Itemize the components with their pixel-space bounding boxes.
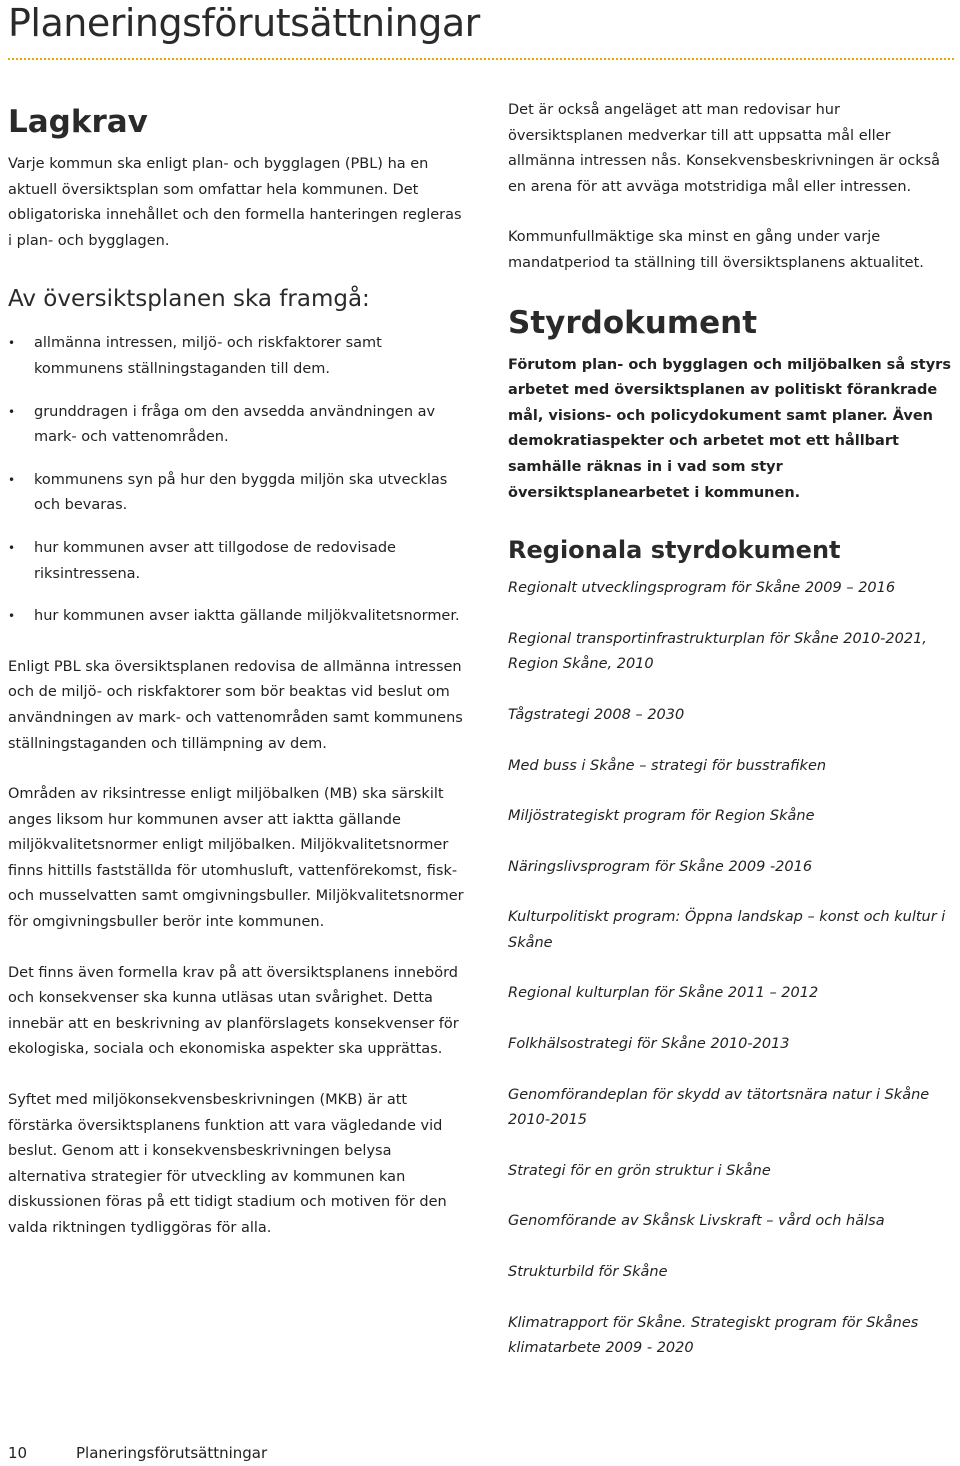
regional-documents-list xyxy=(508,576,954,1362)
list-item: Klimatrapport för Skåne. Strategiskt program för Skånes klimatarbete 2009 - 2020 xyxy=(508,1314,919,1357)
bullet-icon: • xyxy=(8,472,16,487)
bullet-icon: • xyxy=(8,404,16,419)
body-paragraph: Syftet med miljökonsekvensbeskrivningen (MKB) är att förstärka översiktsplanens funktion att vara vägledande vid beslut. Genom att i konsekvensbeskrivningen belysa alternativa strategier för utveckling av kommunen kan diskussionen föras på ett tidigt stadium och motiven för den valda riktningen tydliggöras för alla. xyxy=(8,1092,447,1236)
subheading-framga: Av översiktsplanen ska framgå: xyxy=(8,286,370,313)
title-divider xyxy=(8,58,954,60)
lead-paragraph: Förutom plan- och bygglagen och miljöbalken så styrs arbetet med översiktsplanen av politiskt förankrade mål, visions- och policydokument samt planer. Även demokratiaspekter och arbetet mot ett hållbart samhälle räknas in i vad som styr översiktsplanearbetet i kommunen. xyxy=(508,356,951,501)
section-heading-lagkrav: Lagkrav xyxy=(8,104,148,140)
bullet-icon: • xyxy=(8,540,16,555)
list-item: Regional kulturplan för Skåne 2011 – 2012 xyxy=(508,985,819,1002)
list-item: Regionalt utvecklingsprogram för Skåne 2009 – 2016 xyxy=(508,580,896,597)
list-item: Genomförande av Skånsk Livskraft – vård och hälsa xyxy=(508,1213,885,1230)
list-item: • hur kommunen avser iaktta gällande miljökvalitetsnormer. xyxy=(8,604,470,630)
body-paragraph: Områden av riksintresse enligt miljöbalken (MB) ska särskilt anges liksom hur kommunen avser att iaktta gällande miljökvalitetsnormer enligt miljöbalken. Miljökvalitetsnormer finns hittills fastställda för utomhusluft, vattenförekomst, fisk- och musselvatten samt omgivningsbuller. Miljökvalitetsnormer för omgivningsbuller berör inte kommunen. xyxy=(8,786,464,931)
body-paragraph: Det finns även formella krav på att översiktsplanens innebörd och konsekvenser ska kunna utläsas utan svårighet. Detta innebär att en beskrivning av planförslagets konsekvenser för ekologiska, sociala och ekonomiska aspekter ska upprättas. xyxy=(8,964,459,1058)
left-column xyxy=(8,96,470,1242)
footer-section-title: Planeringsförutsättningar xyxy=(76,1444,268,1462)
list-item: Strukturbild för Skåne xyxy=(508,1264,668,1281)
right-column xyxy=(508,96,954,1362)
intro-paragraph: Varje kommun ska enligt plan- och bygglagen (PBL) ha en aktuell översiktsplan som omfattar hela kommunen. Det obligatoriska innehållet och den formella hanteringen regleras i plan- och bygglagen. xyxy=(8,156,462,249)
requirements-list xyxy=(8,331,470,629)
bullet-icon: • xyxy=(8,336,16,351)
list-item: Näringslivsprogram för Skåne 2009 -2016 xyxy=(508,858,813,875)
body-paragraph: Enligt PBL ska översiktsplanen redovisa de allmänna intressen och de miljö- och riskfaktorer som bör beaktas vid beslut om användningen av mark- och vattenområden samt kommunens ställningstaganden och tillämpning av dem. xyxy=(8,658,463,752)
list-item: • hur kommunen avser att tillgodose de redovisade riksintressena. xyxy=(8,536,470,587)
list-item: Folkhälsostrategi för Skåne 2010-2013 xyxy=(508,1036,790,1053)
page-number: 10 xyxy=(8,1444,28,1462)
subheading-regionala: Regionala styrdokument xyxy=(508,536,841,565)
list-item: Genomförandeplan för skydd av tätortsnära natur i Skåne 2010-2015 xyxy=(508,1086,930,1129)
list-item: Regional transportinfrastrukturplan för Skåne 2010-2021, Region Skåne, 2010 xyxy=(508,630,927,673)
list-item: Kulturpolitiskt program: Öppna landskap – konst och kultur i Skåne xyxy=(508,909,946,951)
page-title: Planeringsförutsättningar xyxy=(8,1,480,45)
section-heading-styrdokument: Styrdokument xyxy=(508,304,758,341)
list-item: • kommunens syn på hur den byggda miljön ska utvecklas och bevaras. xyxy=(8,468,470,519)
list-item: Strategi för en grön struktur i Skåne xyxy=(508,1162,771,1179)
list-item: Tågstrategi 2008 – 2030 xyxy=(508,706,685,723)
body-paragraph: Det är också angeläget att man redovisar hur översiktsplanen medverkar till att uppsatta mål eller allmänna intressen nås. Konsekvensbeskrivningen är också en arena för att avväga motstridiga mål eller intressen. xyxy=(508,102,941,195)
page-footer xyxy=(8,1440,267,1466)
list-item: Miljöstrategiskt program för Region Skåne xyxy=(508,808,815,825)
body-paragraph: Kommunfullmäktige ska minst en gång under varje mandatperiod ta ställning till översiktsplanens aktualitet. xyxy=(508,229,924,271)
list-item: • grunddragen i fråga om den avsedda användningen av mark- och vattenområden. xyxy=(8,400,470,451)
list-item: Med buss i Skåne – strategi för busstrafiken xyxy=(508,757,827,774)
list-item: • allmänna intressen, miljö- och riskfaktorer samt kommunens ställningstaganden till dem. xyxy=(8,331,470,382)
bullet-icon: • xyxy=(8,609,16,624)
